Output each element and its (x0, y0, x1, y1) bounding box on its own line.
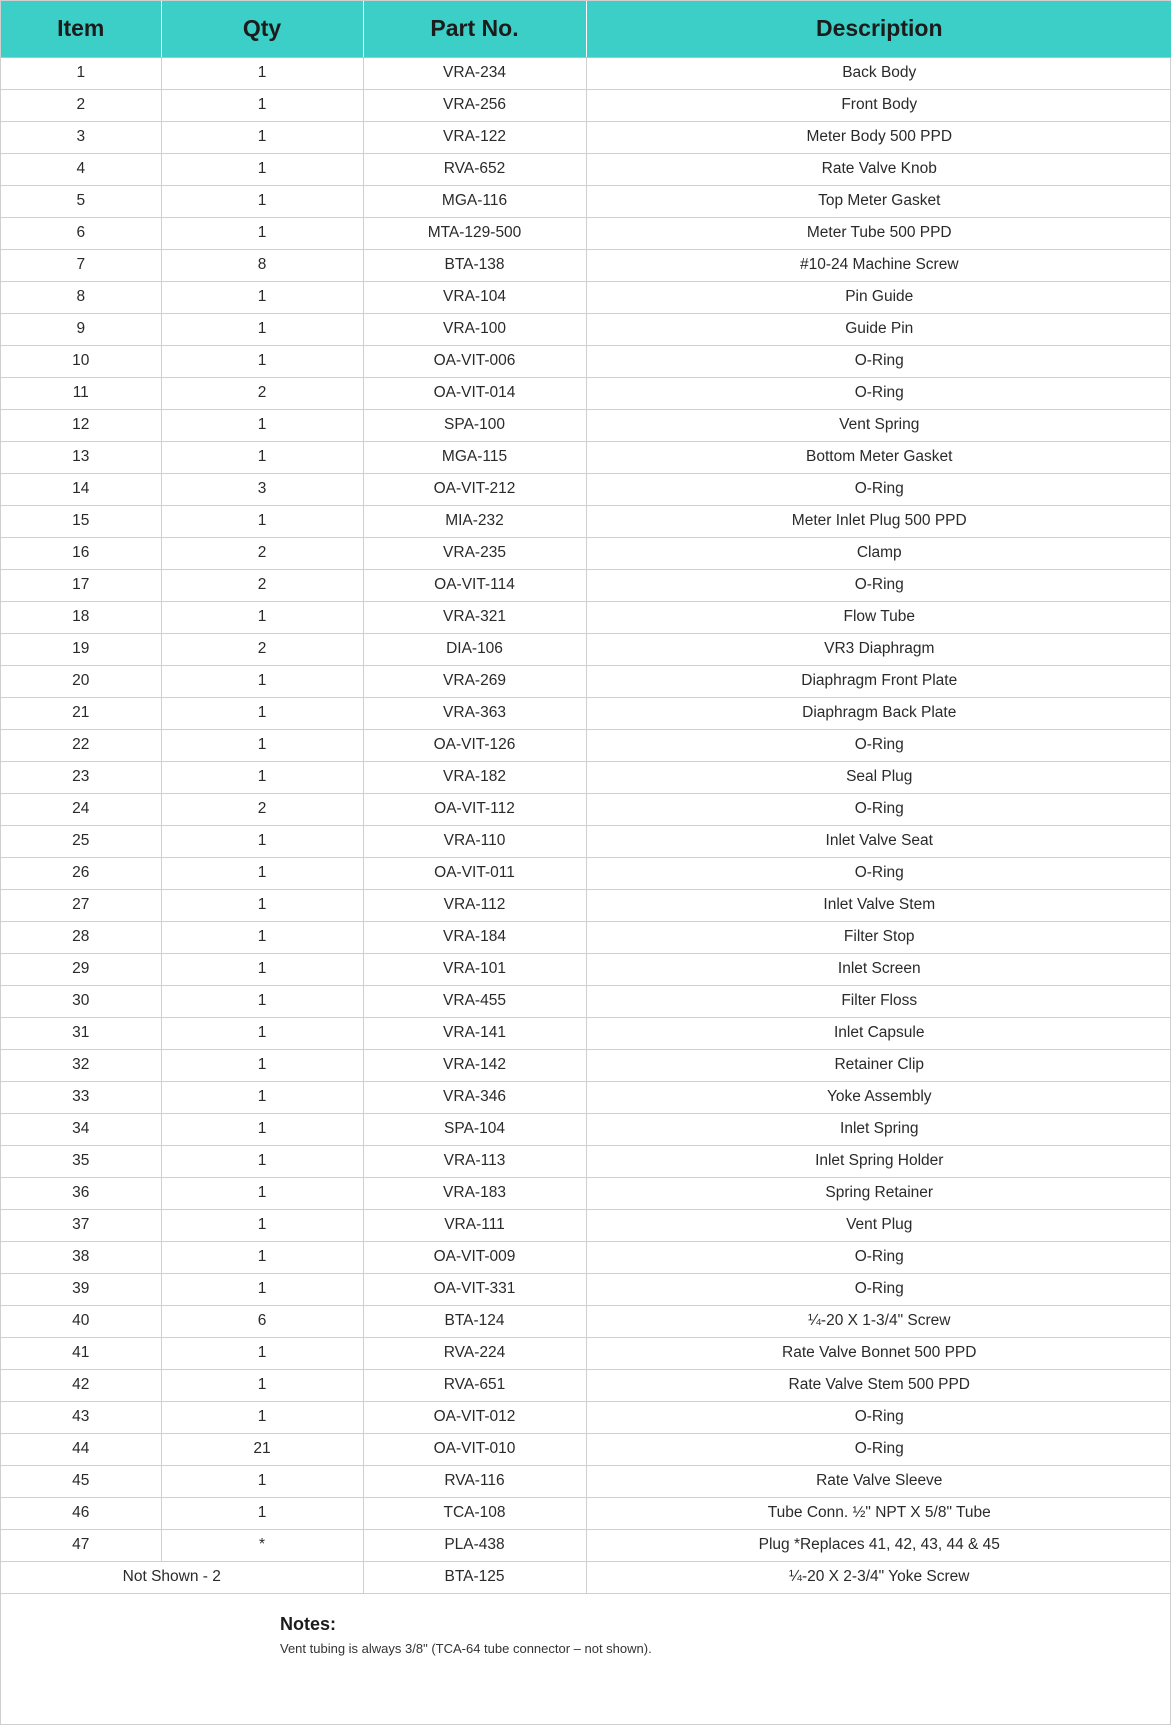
cell-part-no: VRA-234 (363, 57, 586, 89)
cell-description: Filter Stop (586, 921, 1171, 953)
header-qty: Qty (161, 1, 363, 57)
cell-description: Meter Body 500 PPD (586, 121, 1171, 153)
cell-qty: 1 (161, 57, 363, 89)
cell-description: Rate Valve Bonnet 500 PPD (586, 1337, 1171, 1369)
notes-title: Notes: (280, 1614, 337, 1634)
cell-description: VR3 Diaphragm (586, 633, 1171, 665)
table-row (1, 1465, 1171, 1497)
cell-part-no: OA-VIT-010 (363, 1433, 586, 1465)
cell-description: Clamp (586, 537, 1171, 569)
cell-item: 30 (1, 985, 161, 1017)
cell-qty: 1 (161, 697, 363, 729)
cell-item: 2 (1, 89, 161, 121)
cell-item: 13 (1, 441, 161, 473)
cell-part-no: MTA-129-500 (363, 217, 586, 249)
cell-qty: 1 (161, 1337, 363, 1369)
cell-qty: 1 (161, 441, 363, 473)
cell-item: 47 (1, 1529, 161, 1561)
cell-part-no: VRA-100 (363, 313, 586, 345)
cell-qty: 1 (161, 217, 363, 249)
cell-description: Vent Plug (586, 1209, 1171, 1241)
table-row (1, 985, 1171, 1017)
cell-item: 11 (1, 377, 161, 409)
cell-item: 39 (1, 1273, 161, 1305)
table-row (1, 345, 1171, 377)
cell-description: Yoke Assembly (586, 1081, 1171, 1113)
cell-part-no: RVA-224 (363, 1337, 586, 1369)
table-body (1, 57, 1171, 1593)
table-row (1, 697, 1171, 729)
table-row (1, 953, 1171, 985)
cell-item: 16 (1, 537, 161, 569)
table-row (1, 1273, 1171, 1305)
cell-description: Bottom Meter Gasket (586, 441, 1171, 473)
cell-description: Filter Floss (586, 985, 1171, 1017)
cell-item: 25 (1, 825, 161, 857)
cell-description: Diaphragm Front Plate (586, 665, 1171, 697)
header-description: Description (586, 1, 1171, 57)
cell-qty: 1 (161, 1113, 363, 1145)
cell-qty: 1 (161, 153, 363, 185)
table-row (1, 889, 1171, 921)
cell-item: 44 (1, 1433, 161, 1465)
cell-qty: 2 (161, 537, 363, 569)
table-row (1, 1145, 1171, 1177)
table-row (1, 1113, 1171, 1145)
cell-qty: 3 (161, 473, 363, 505)
table-row (1, 1209, 1171, 1241)
cell-item: 42 (1, 1369, 161, 1401)
cell-description: Rate Valve Knob (586, 153, 1171, 185)
cell-description: Front Body (586, 89, 1171, 121)
cell-item: 26 (1, 857, 161, 889)
cell-part-no: BTA-138 (363, 249, 586, 281)
cell-part-no: VRA-321 (363, 601, 586, 633)
cell-qty: 1 (161, 1241, 363, 1273)
cell-part-no: OA-VIT-114 (363, 569, 586, 601)
cell-qty: 6 (161, 1305, 363, 1337)
table-row (1, 1497, 1171, 1529)
cell-description: Tube Conn. ½" NPT X 5/8" Tube (586, 1497, 1171, 1529)
cell-item: 18 (1, 601, 161, 633)
cell-qty: 1 (161, 729, 363, 761)
cell-part-no: TCA-108 (363, 1497, 586, 1529)
table-row (1, 1305, 1171, 1337)
cell-part-no: MGA-116 (363, 185, 586, 217)
cell-part-no: VRA-110 (363, 825, 586, 857)
cell-description: Meter Tube 500 PPD (586, 217, 1171, 249)
cell-qty: 1 (161, 1273, 363, 1305)
cell-qty: 1 (161, 601, 363, 633)
table-row (1, 633, 1171, 665)
cell-item: 28 (1, 921, 161, 953)
cell-qty: 1 (161, 505, 363, 537)
cell-item: 35 (1, 1145, 161, 1177)
cell-qty: 1 (161, 1081, 363, 1113)
cell-part-no: VRA-455 (363, 985, 586, 1017)
table-row (1, 1337, 1171, 1369)
cell-qty: 2 (161, 633, 363, 665)
cell-part-no: OA-VIT-212 (363, 473, 586, 505)
notes-section (280, 1614, 1080, 1656)
table-row (1, 1241, 1171, 1273)
cell-description: O-Ring (586, 1401, 1171, 1433)
table-row (1, 1529, 1171, 1561)
table-row (1, 665, 1171, 697)
cell-qty: 1 (161, 1465, 363, 1497)
table-row (1, 377, 1171, 409)
cell-item: 24 (1, 793, 161, 825)
cell-part-no: OA-VIT-331 (363, 1273, 586, 1305)
cell-qty: 1 (161, 985, 363, 1017)
cell-part-no: DIA-106 (363, 633, 586, 665)
cell-description: O-Ring (586, 1241, 1171, 1273)
cell-part-no: VRA-346 (363, 1081, 586, 1113)
cell-item: 19 (1, 633, 161, 665)
cell-part-no: PLA-438 (363, 1529, 586, 1561)
cell-item: 21 (1, 697, 161, 729)
table-row (1, 1177, 1171, 1209)
table-row (1, 441, 1171, 473)
cell-item: 12 (1, 409, 161, 441)
cell-part-no: OA-VIT-012 (363, 1401, 586, 1433)
parts-table (1, 1, 1171, 1594)
cell-description: Guide Pin (586, 313, 1171, 345)
cell-part-no: VRA-111 (363, 1209, 586, 1241)
not-shown-description: ¼-20 X 2-3/4" Yoke Screw (586, 1561, 1171, 1593)
cell-part-no: VRA-122 (363, 121, 586, 153)
cell-description: Rate Valve Sleeve (586, 1465, 1171, 1497)
cell-item: 15 (1, 505, 161, 537)
cell-description: Inlet Valve Seat (586, 825, 1171, 857)
table-row (1, 921, 1171, 953)
cell-qty: 1 (161, 1401, 363, 1433)
table-row (1, 1049, 1171, 1081)
cell-qty: 1 (161, 313, 363, 345)
cell-part-no: VRA-112 (363, 889, 586, 921)
cell-part-no: OA-VIT-006 (363, 345, 586, 377)
cell-item: 23 (1, 761, 161, 793)
cell-qty: 1 (161, 1177, 363, 1209)
not-shown-label: Not Shown - 2 (1, 1561, 363, 1593)
table-row (1, 57, 1171, 89)
footer-row-not-shown (1, 1561, 1171, 1593)
table-row (1, 473, 1171, 505)
cell-part-no: VRA-184 (363, 921, 586, 953)
table-row (1, 857, 1171, 889)
cell-item: 38 (1, 1241, 161, 1273)
cell-part-no: RVA-651 (363, 1369, 586, 1401)
table-row (1, 569, 1171, 601)
cell-part-no: VRA-142 (363, 1049, 586, 1081)
header-row (1, 1, 1171, 57)
table-row (1, 313, 1171, 345)
notes-text: Vent tubing is always 3/8" (TCA-64 tube connector – not shown). (280, 1641, 652, 1656)
cell-qty: 1 (161, 1209, 363, 1241)
cell-description: Inlet Valve Stem (586, 889, 1171, 921)
cell-qty: 1 (161, 665, 363, 697)
not-shown-part-no: BTA-125 (363, 1561, 586, 1593)
table-row (1, 89, 1171, 121)
cell-qty: 1 (161, 345, 363, 377)
cell-qty: 1 (161, 1145, 363, 1177)
cell-description: O-Ring (586, 1273, 1171, 1305)
cell-qty: 21 (161, 1433, 363, 1465)
table-row (1, 505, 1171, 537)
table-row (1, 537, 1171, 569)
cell-item: 45 (1, 1465, 161, 1497)
cell-item: 33 (1, 1081, 161, 1113)
cell-part-no: VRA-141 (363, 1017, 586, 1049)
cell-part-no: OA-VIT-112 (363, 793, 586, 825)
cell-part-no: OA-VIT-009 (363, 1241, 586, 1273)
cell-description: O-Ring (586, 569, 1171, 601)
table-row (1, 729, 1171, 761)
cell-qty: 1 (161, 889, 363, 921)
cell-qty: 1 (161, 1497, 363, 1529)
cell-qty: 1 (161, 857, 363, 889)
cell-part-no: MIA-232 (363, 505, 586, 537)
cell-item: 17 (1, 569, 161, 601)
cell-item: 32 (1, 1049, 161, 1081)
cell-qty: 1 (161, 953, 363, 985)
cell-qty: 1 (161, 921, 363, 953)
cell-part-no: VRA-183 (363, 1177, 586, 1209)
table-row (1, 825, 1171, 857)
cell-item: 46 (1, 1497, 161, 1529)
cell-description: Back Body (586, 57, 1171, 89)
cell-description: O-Ring (586, 377, 1171, 409)
table-row (1, 249, 1171, 281)
table-row (1, 1369, 1171, 1401)
cell-description: Top Meter Gasket (586, 185, 1171, 217)
cell-part-no: RVA-652 (363, 153, 586, 185)
cell-item: 43 (1, 1401, 161, 1433)
cell-part-no: OA-VIT-014 (363, 377, 586, 409)
cell-item: 9 (1, 313, 161, 345)
cell-part-no: VRA-256 (363, 89, 586, 121)
cell-description: Flow Tube (586, 601, 1171, 633)
table-row (1, 1433, 1171, 1465)
cell-part-no: OA-VIT-126 (363, 729, 586, 761)
cell-qty: 1 (161, 281, 363, 313)
header-part-no: Part No. (363, 1, 586, 57)
table-row (1, 409, 1171, 441)
cell-part-no: VRA-101 (363, 953, 586, 985)
cell-item: 8 (1, 281, 161, 313)
cell-item: 20 (1, 665, 161, 697)
cell-item: 1 (1, 57, 161, 89)
cell-item: 27 (1, 889, 161, 921)
cell-description: Spring Retainer (586, 1177, 1171, 1209)
cell-item: 10 (1, 345, 161, 377)
table-row (1, 153, 1171, 185)
cell-qty: 2 (161, 377, 363, 409)
cell-part-no: OA-VIT-011 (363, 857, 586, 889)
table-row (1, 601, 1171, 633)
cell-part-no: VRA-104 (363, 281, 586, 313)
cell-part-no: MGA-115 (363, 441, 586, 473)
table-row (1, 121, 1171, 153)
cell-qty: 1 (161, 761, 363, 793)
cell-part-no: VRA-113 (363, 1145, 586, 1177)
cell-part-no: VRA-363 (363, 697, 586, 729)
cell-description: Rate Valve Stem 500 PPD (586, 1369, 1171, 1401)
cell-item: 41 (1, 1337, 161, 1369)
cell-item: 29 (1, 953, 161, 985)
cell-qty: 1 (161, 121, 363, 153)
cell-part-no: VRA-235 (363, 537, 586, 569)
cell-description: Diaphragm Back Plate (586, 697, 1171, 729)
cell-qty: * (161, 1529, 363, 1561)
cell-description: Inlet Spring Holder (586, 1145, 1171, 1177)
table-row (1, 217, 1171, 249)
cell-description: Seal Plug (586, 761, 1171, 793)
cell-description: O-Ring (586, 1433, 1171, 1465)
cell-qty: 1 (161, 409, 363, 441)
header-item: Item (1, 1, 161, 57)
cell-description: Plug *Replaces 41, 42, 43, 44 & 45 (586, 1529, 1171, 1561)
cell-item: 22 (1, 729, 161, 761)
table-row (1, 1017, 1171, 1049)
cell-description: O-Ring (586, 793, 1171, 825)
cell-qty: 2 (161, 793, 363, 825)
cell-qty: 2 (161, 569, 363, 601)
cell-item: 6 (1, 217, 161, 249)
cell-item: 4 (1, 153, 161, 185)
table-row (1, 281, 1171, 313)
cell-part-no: RVA-116 (363, 1465, 586, 1497)
cell-item: 7 (1, 249, 161, 281)
cell-item: 37 (1, 1209, 161, 1241)
cell-description: Pin Guide (586, 281, 1171, 313)
cell-qty: 1 (161, 825, 363, 857)
table-row (1, 1401, 1171, 1433)
cell-description: Retainer Clip (586, 1049, 1171, 1081)
cell-description: Vent Spring (586, 409, 1171, 441)
cell-qty: 1 (161, 185, 363, 217)
cell-description: O-Ring (586, 857, 1171, 889)
cell-item: 3 (1, 121, 161, 153)
cell-qty: 1 (161, 1017, 363, 1049)
cell-description: #10-24 Machine Screw (586, 249, 1171, 281)
cell-description: Meter Inlet Plug 500 PPD (586, 505, 1171, 537)
cell-part-no: BTA-124 (363, 1305, 586, 1337)
cell-description: O-Ring (586, 729, 1171, 761)
cell-qty: 8 (161, 249, 363, 281)
cell-item: 36 (1, 1177, 161, 1209)
table-header (1, 1, 1171, 57)
cell-description: Inlet Capsule (586, 1017, 1171, 1049)
cell-qty: 1 (161, 89, 363, 121)
table-row (1, 761, 1171, 793)
cell-part-no: SPA-100 (363, 409, 586, 441)
cell-qty: 1 (161, 1049, 363, 1081)
cell-part-no: VRA-269 (363, 665, 586, 697)
cell-item: 31 (1, 1017, 161, 1049)
cell-description: O-Ring (586, 473, 1171, 505)
cell-item: 34 (1, 1113, 161, 1145)
cell-part-no: SPA-104 (363, 1113, 586, 1145)
cell-item: 40 (1, 1305, 161, 1337)
cell-item: 14 (1, 473, 161, 505)
cell-description: Inlet Spring (586, 1113, 1171, 1145)
table-row (1, 185, 1171, 217)
cell-description: Inlet Screen (586, 953, 1171, 985)
cell-part-no: VRA-182 (363, 761, 586, 793)
cell-description: ¼-20 X 1-3/4" Screw (586, 1305, 1171, 1337)
cell-qty: 1 (161, 1369, 363, 1401)
table-row (1, 1081, 1171, 1113)
table-row (1, 793, 1171, 825)
cell-item: 5 (1, 185, 161, 217)
cell-description: O-Ring (586, 345, 1171, 377)
